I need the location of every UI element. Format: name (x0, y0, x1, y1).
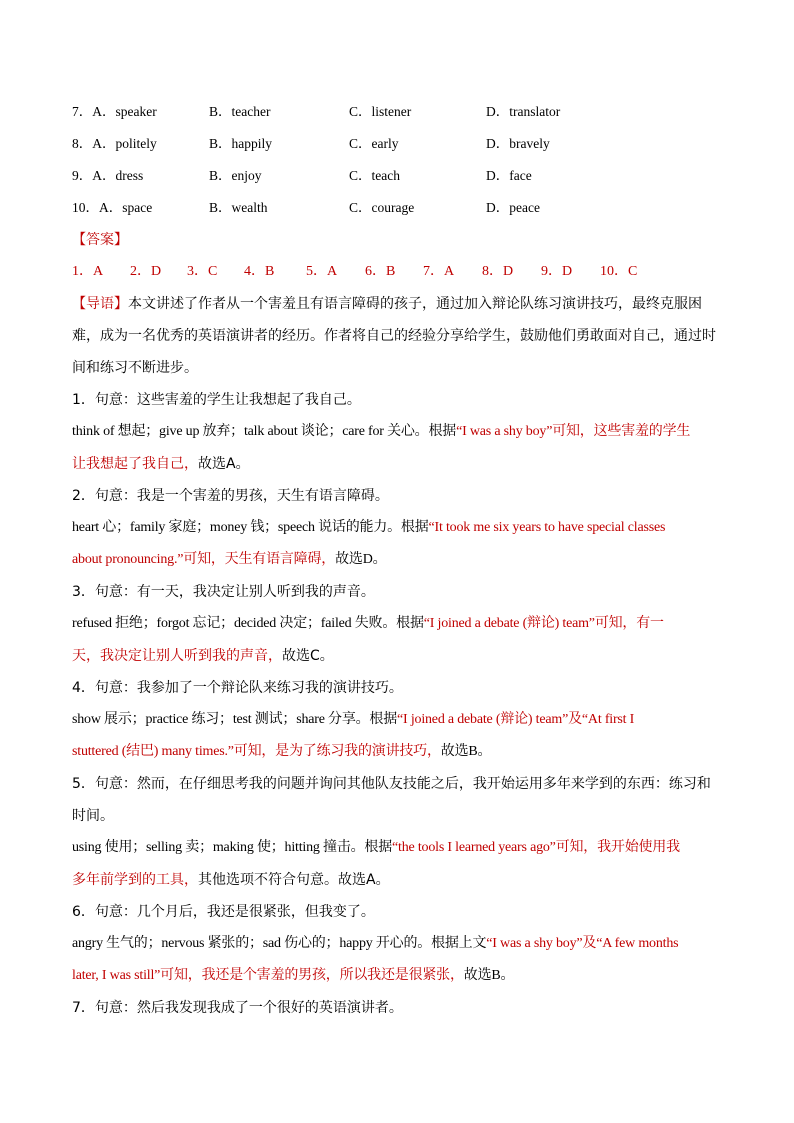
option-a: 10．A．space (72, 200, 153, 215)
option-a: 8．A．politely (72, 136, 157, 151)
option-b: B．happily (209, 136, 272, 151)
answer-item: 5．A (306, 264, 338, 279)
option-b: B．teacher (209, 104, 271, 119)
answer-item: 1．A (72, 264, 104, 279)
answer-key (72, 256, 722, 288)
explanation-title-cont: 时间。 (72, 808, 114, 824)
option-d: D．peace (486, 200, 540, 215)
explanation-evidence: “It took me six years to have special classes (428, 520, 666, 535)
option-c: C．listener (349, 104, 412, 119)
explanation-evidence: 多年前学到的工具， (72, 872, 198, 888)
option-a: 7．A．speaker (72, 104, 157, 119)
explanation-4 (72, 672, 722, 768)
explanation-title: 3．句意：有一天，我决定让别人听到我的声音。 (72, 584, 375, 600)
explanation-words: angry 生气的；nervous 紧张的；sad 伤心的；happy 开心的。根据上文 (72, 936, 487, 951)
explanation-5 (72, 768, 722, 896)
guide-text: 间和练习不断进步。 (72, 360, 198, 376)
explanation-words: refused 拒绝；forgot 忘记；decided 决定；failed 失败。根据 (72, 616, 424, 631)
explanation-evidence: stuttered (结巴) many times.”可知，是为了练习我的演讲技巧， (72, 744, 441, 759)
answer-item: 10．C (600, 264, 638, 279)
explanation-title: 5．句意：然而，在仔细思考我的问题并询问其他队友技能之后，我开始运用多年来学到的东西：练习和 (72, 776, 711, 792)
guide-text: 难，成为一名优秀的英语演讲者的经历。作者将自己的经验分享给学生，鼓励他们勇敢面对自己，通过时 (72, 328, 716, 344)
option-row-8 (72, 128, 722, 160)
explanation-conclusion: 故选D。 (335, 552, 387, 567)
explanation-3 (72, 576, 722, 672)
guide-text: 本文讲述了作者从一个害羞且有语言障碍的孩子，通过加入辩论队练习演讲技巧，最终克服困 (128, 296, 702, 312)
explanation-evidence: 让我想起了我自己， (72, 456, 198, 472)
option-d: D．translator (486, 104, 561, 119)
explanation-title: 6．句意：几个月后，我还是很紧张，但我变了。 (72, 904, 375, 920)
option-row-7 (72, 96, 722, 128)
explanation-evidence: “the tools I learned years ago”可知，我开始使用我 (392, 840, 680, 855)
option-b: B．enjoy (209, 168, 262, 183)
answer-item: 6．B (365, 264, 396, 279)
explanation-evidence: “I was a shy boy”可知，这些害羞的学生 (456, 424, 691, 439)
option-a: 9．A．dress (72, 168, 144, 183)
explanation-1 (72, 384, 722, 480)
answer-item: 7．A (423, 264, 455, 279)
explanation-evidence: “I joined a debate (辩论) team”可知，有一 (423, 616, 664, 631)
answer-item: 2．D (130, 264, 162, 279)
option-d: D．bravely (486, 136, 550, 151)
option-d: D．face (486, 168, 532, 183)
option-row-9 (72, 160, 722, 192)
explanation-words: heart 心；family 家庭；money 钱；speech 说话的能力。根据 (72, 520, 429, 535)
guide-paragraph (72, 288, 722, 384)
explanation-conclusion: 故选C。 (282, 648, 334, 664)
answer-heading: 【答案】 (72, 232, 128, 248)
options-block (72, 96, 722, 224)
explanation-conclusion: 其他选项不符合句意。故选A。 (198, 872, 390, 888)
option-b: B．wealth (209, 200, 268, 215)
explanation-title: 7．句意：然后我发现我成了一个很好的英语演讲者。 (72, 1000, 403, 1016)
option-row-10 (72, 192, 722, 224)
option-c: C．teach (349, 168, 400, 183)
explanation-words: using 使用；selling 卖；making 使；hitting 撞击。根据 (72, 840, 393, 855)
answer-item: 4．B (244, 264, 275, 279)
explanation-2 (72, 480, 722, 576)
explanation-conclusion: 故选B。 (440, 744, 492, 759)
explanation-title: 2．句意：我是一个害羞的男孩，天生有语言障碍。 (72, 488, 389, 504)
explanation-conclusion: 故选B。 (463, 968, 515, 983)
explanation-conclusion: 故选A。 (198, 456, 250, 472)
explanation-evidence: “I was a shy boy”及“A few months (486, 936, 679, 951)
explanation-words: show 展示；practice 练习；test 测试；share 分享。根据 (72, 712, 398, 727)
explanation-evidence: “I joined a debate (辩论) team”及“At first I (397, 712, 635, 727)
explanation-title: 1．句意：这些害羞的学生让我想起了我自己。 (72, 392, 361, 408)
document-page (72, 96, 722, 1024)
option-c: C．courage (349, 200, 415, 215)
answer-item: 3．C (187, 264, 218, 279)
answer-item: 8．D (482, 264, 514, 279)
explanation-title: 4．句意：我参加了一个辩论队来练习我的演讲技巧。 (72, 680, 403, 696)
answer-item: 9．D (541, 264, 573, 279)
guide-label: 【导语】 (72, 296, 128, 312)
explanation-evidence: later, I was still”可知，我还是个害羞的男孩，所以我还是很紧张， (72, 968, 464, 983)
explanation-evidence: 天，我决定让别人听到我的声音， (72, 648, 282, 664)
option-c: C．early (349, 136, 399, 151)
explanation-6 (72, 896, 722, 992)
explanation-evidence: about pronouncing.”可知，天生有语言障碍， (72, 552, 336, 567)
explanation-7 (72, 992, 722, 1024)
explanation-words: think of 想起；give up 放弃；talk about 谈论；care for 关心。根据 (72, 424, 457, 439)
